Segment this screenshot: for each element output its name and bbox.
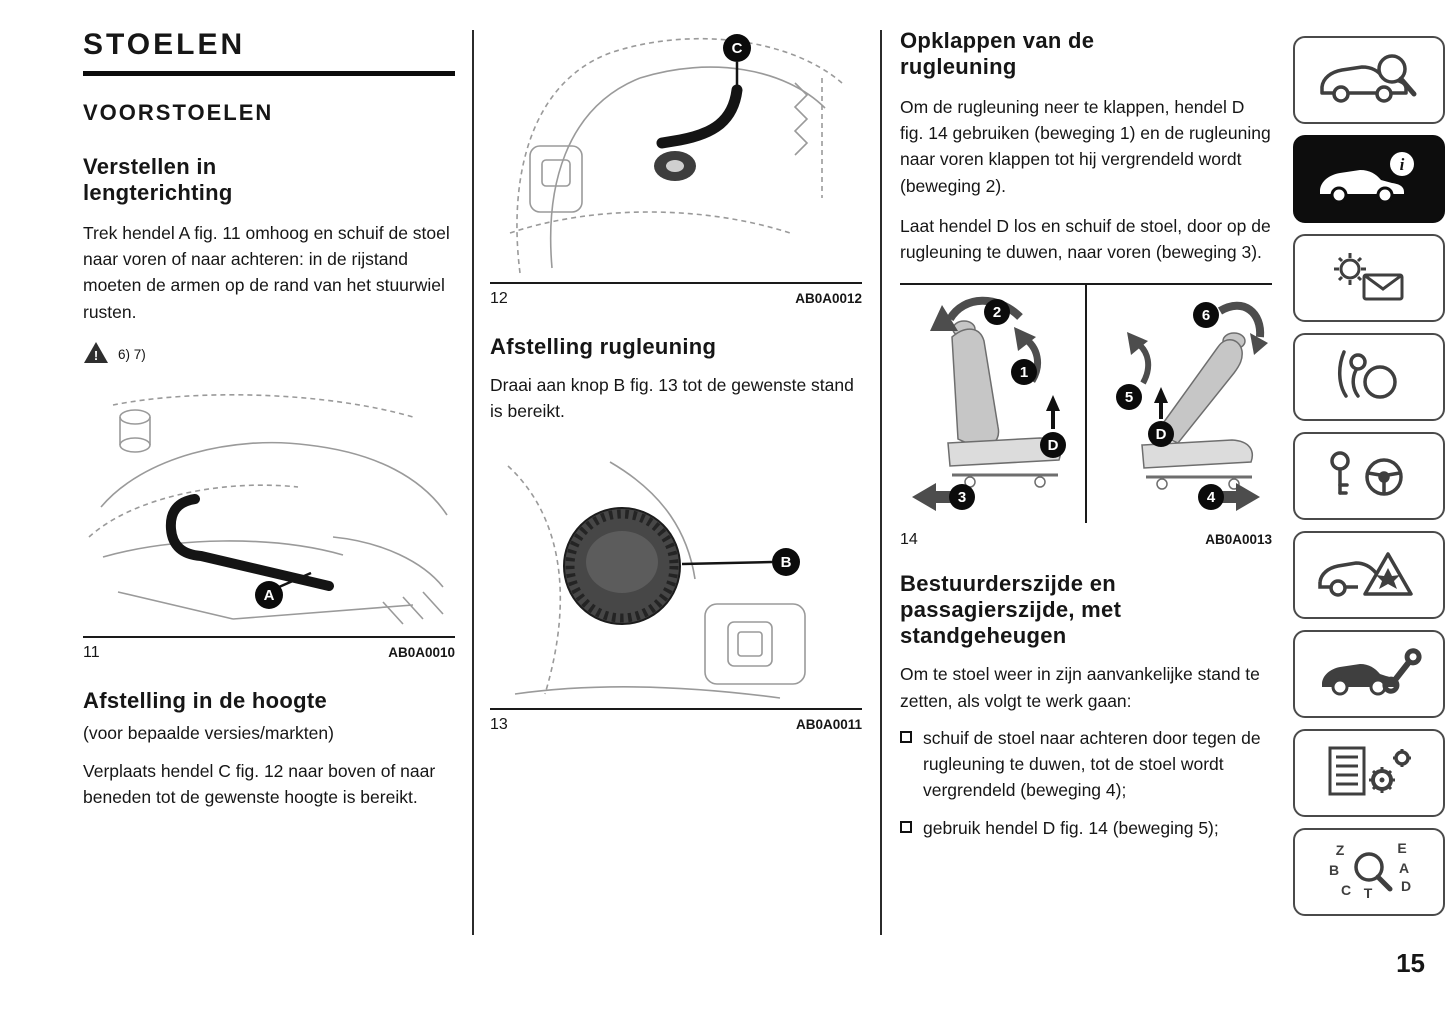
fig14-label-4: 4 — [1206, 489, 1216, 507]
index-letter-a: A — [1398, 859, 1410, 876]
list-gear-icon — [1314, 740, 1424, 807]
sidebar-item-safety — [1293, 333, 1445, 421]
figure-13 — [490, 454, 862, 734]
sidebar-item-starting-driving — [1293, 432, 1445, 520]
fig11-label-a: A — [263, 586, 275, 604]
fig14-label-3: 3 — [957, 489, 967, 507]
figure-number: 12 — [490, 290, 508, 307]
note-versions: (voor bepaalde versies/markten) — [83, 722, 334, 743]
figure-number: 14 — [900, 531, 918, 549]
paragraph-height-adjustment: Verplaats hendel C fig. 12 naar boven of naar beneden tot de gewenste hoogte is bereikt. — [83, 761, 436, 808]
figure-code: AB0A0013 — [1205, 532, 1272, 548]
sidebar-item-emergency — [1293, 531, 1445, 619]
figure-number: 13 — [490, 716, 508, 734]
warning-references: 6) 7) — [118, 347, 146, 363]
car-wrench-icon — [1314, 641, 1424, 708]
sidebar-item-index — [1293, 828, 1445, 916]
index-letter-c: C — [1340, 881, 1352, 898]
paragraph-length-adjustment: Trek hendel A fig. 11 omhoog en schuif de stoel naar voren of naar achteren: in de rijstand moeten de armen op de rand van het stuurwiel rusten. — [83, 222, 450, 322]
info-glyph: i — [1399, 154, 1405, 174]
heading-backrest-adjustment: Afstelling rugleuning — [490, 334, 717, 359]
column-divider-2 — [880, 30, 882, 935]
index-letter-b: B — [1328, 861, 1340, 878]
thumb-index — [1293, 36, 1445, 916]
index-letter-t: T — [1363, 884, 1373, 901]
square-bullet-icon — [900, 731, 912, 743]
fig14-label-d-right: D — [1155, 426, 1167, 444]
figure-14-caption — [900, 525, 1272, 549]
section-subtitle: VOORSTOELEN — [83, 100, 274, 125]
figure-12-illustration — [490, 28, 862, 278]
figure-number: 11 — [83, 643, 100, 661]
heading-fold-backrest: Opklappen van de rugleuning — [900, 28, 1095, 79]
index-magnifier-icon — [1314, 839, 1424, 906]
paragraph-memory-intro: Om te stoel weer in zijn aanvankelijke stand te zetten, als volgt te werk gaan: — [900, 664, 1260, 711]
column-divider-1 — [472, 30, 474, 935]
fig14-label-2: 2 — [992, 304, 1002, 322]
fig14-label-6: 6 — [1201, 307, 1211, 325]
figure-code: AB0A0010 — [388, 644, 455, 660]
warning-exclamation: ! — [93, 347, 99, 363]
figure-11-caption — [83, 636, 455, 662]
fig14-label-5: 5 — [1124, 389, 1134, 407]
car-warning-triangle-icon — [1314, 542, 1424, 609]
bullet-text: schuif de stoel naar achteren door tegen de rugleuning te duwen, tot de stoel wordt vergrendeld (beweging 4); — [923, 727, 1261, 801]
figure-13-illustration — [490, 454, 862, 704]
sun-envelope-icon — [1314, 245, 1424, 312]
paragraph-fold-1: Om de rugleuning neer te klappen, hendel D fig. 14 gebruiken (beweging 1) en de rugleuning naar voren klappen tot hij vergrendeld wordt (beweging 2). — [900, 96, 1271, 196]
index-letter-d: D — [1400, 877, 1412, 894]
fig13-label-b: B — [780, 554, 792, 572]
right-column — [900, 28, 1272, 841]
paragraph-backrest-adjustment: Draai aan knop B fig. 13 tot de gewenste stand is bereikt. — [490, 374, 854, 422]
car-info-icon — [1314, 146, 1424, 213]
figure-11 — [83, 387, 455, 662]
sidebar-item-dashboard-active — [1293, 135, 1445, 223]
fig12-label-c: C — [731, 40, 743, 57]
index-letter-z: Z — [1335, 841, 1345, 858]
sidebar-item-warning-lights — [1293, 234, 1445, 322]
fig14-label-1: 1 — [1019, 364, 1029, 382]
sidebar-item-acquaintance — [1293, 36, 1445, 124]
page-number: 15 — [1396, 948, 1425, 978]
list-item — [900, 815, 1272, 841]
sidebar-item-maintenance — [1293, 630, 1445, 718]
airbag-icon — [1314, 344, 1424, 411]
left-column — [83, 28, 455, 811]
warning-row — [83, 341, 455, 369]
figure-code: AB0A0012 — [795, 291, 862, 306]
figure-13-caption — [490, 708, 862, 734]
warning-icon — [83, 341, 109, 369]
heading-height-adjustment: Afstelling in de hoogte — [83, 687, 328, 713]
sidebar-item-technical-data — [1293, 729, 1445, 817]
heading-length-adjustment: Verstellen in lengterichting — [83, 154, 233, 205]
figure-11-illustration — [83, 387, 455, 632]
square-bullet-icon — [900, 821, 912, 833]
figure-code: AB0A0011 — [795, 717, 862, 733]
figure-14 — [900, 283, 1272, 549]
figure-12 — [490, 28, 862, 308]
fig14-label-d-left: D — [1047, 437, 1059, 455]
index-letter-e: E — [1397, 839, 1407, 856]
heading-memory: Bestuurderszijde en passagierszijde, met standgeheugen — [900, 571, 1122, 649]
key-steering-icon — [1314, 443, 1424, 510]
page-title: STOELEN — [83, 28, 455, 76]
bullet-text: gebruik hendel D fig. 14 (beweging 5); — [923, 817, 1219, 838]
figure-12-caption — [490, 282, 862, 308]
paragraph-fold-2: Laat hendel D los en schuif de stoel, door op de rugleuning te duwen, naar voren (beweging 3). — [900, 215, 1271, 263]
car-search-icon — [1314, 47, 1424, 114]
list-item — [900, 725, 1272, 804]
middle-column — [490, 28, 862, 734]
figure-14-illustration — [900, 283, 1272, 523]
